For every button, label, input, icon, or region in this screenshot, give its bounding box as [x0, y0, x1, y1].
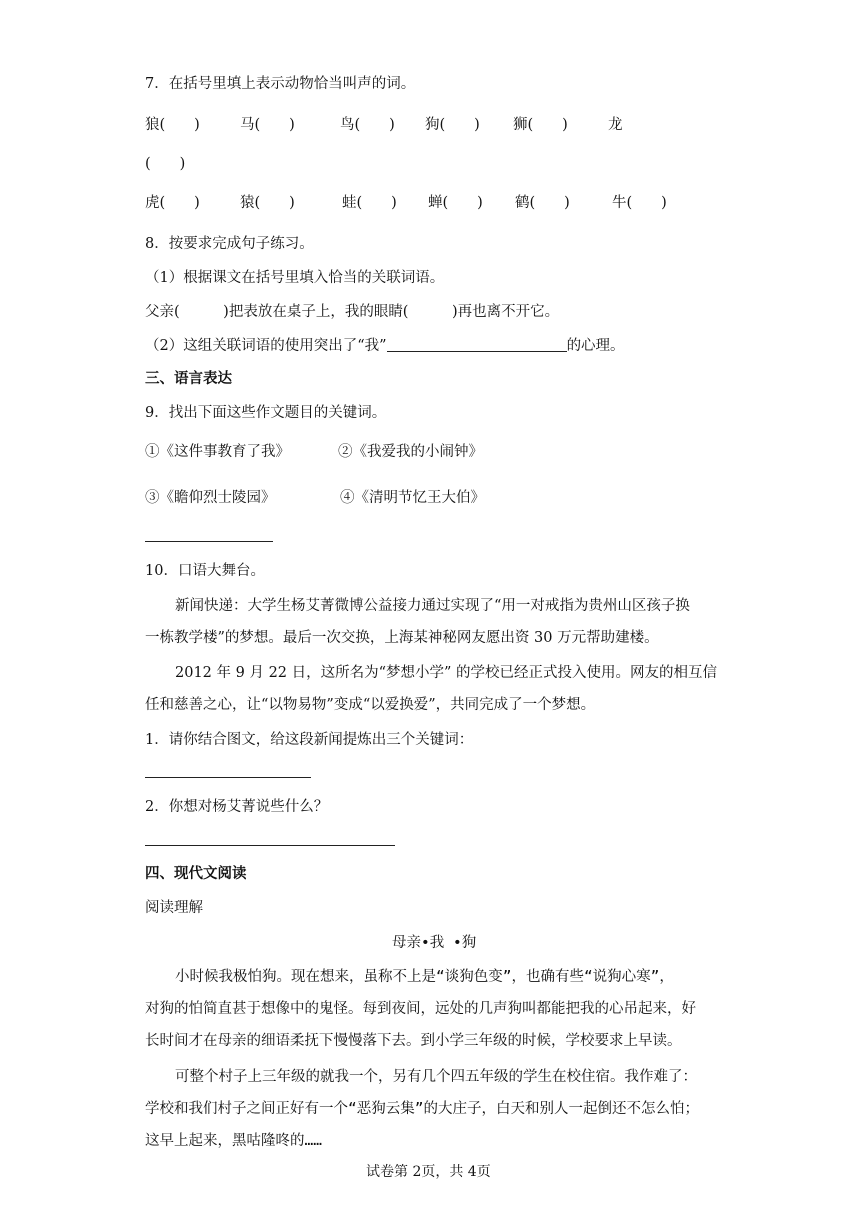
- q8-sub2-prefix: （2）这组关联词语的使用突出了“我”: [145, 338, 387, 354]
- passage-line: 这早上起来，黑咕隆咚的……: [145, 1133, 322, 1149]
- passage-line: 长时间才在母亲的细语柔抚下慢慢落下去。到小学三年级的时候，学校要求上早读。: [145, 1033, 682, 1049]
- q9-item-2: ②《我爱我的小闹钟》: [338, 444, 483, 460]
- q10-para2-line2: 任和慈善之心，让“以物易物”变成“以爱换爱”，共同完成了一个梦想。: [145, 697, 596, 713]
- q7-item-ape: 猿( ): [240, 195, 295, 211]
- q7-item-bird: 鸟( ): [340, 117, 395, 133]
- q9-title: 9．找出下面这些作文题目的关键词。: [145, 405, 387, 421]
- q10-sub1-answer-line[interactable]: [145, 777, 311, 778]
- q9-item-4: ④《清明节忆王大伯》: [340, 490, 485, 506]
- passage-line: 小时候我极怕狗。现在想来，虽称不上是“谈狗色变”，也确有些“说狗心寒”，: [175, 969, 674, 985]
- q7-item-dragon: 龙: [608, 117, 623, 133]
- q8-sub1: （1）根据课文在括号里填入恰当的关联词语。: [145, 270, 445, 286]
- q7-item-ox: 牛( ): [612, 195, 667, 211]
- q8-sub2-suffix: 的心理。: [566, 338, 625, 354]
- q7-item-crane: 鹤( ): [515, 195, 570, 211]
- q10-para1-line1: 新闻快递：大学生杨艾菁微博公益接力通过实现了“用一对戒指为贵州山区孩子换: [175, 598, 690, 614]
- q8-sub2: [145, 334, 625, 355]
- q7-item-dragon-blank: ( ): [145, 156, 186, 172]
- page-footer: 试卷第 2页，共 4页: [366, 1164, 491, 1180]
- q7-title: 7．在括号里填上表示动物恰当叫声的词。: [145, 76, 416, 92]
- q8-title: 8．按要求完成句子练习。: [145, 236, 314, 252]
- q7-item-frog: 蛙( ): [342, 195, 397, 211]
- passage-line: 学校和我们村子之间正好有一个“恶狗云集”的大庄子，白天和别人一起倒还不怎么怕；: [145, 1101, 699, 1117]
- q7-item-wolf: 狼( ): [145, 117, 200, 133]
- q9-item-1: ①《这件事教育了我》: [145, 444, 290, 460]
- passage-title: 母亲•我 •狗: [392, 935, 477, 951]
- section4-title: 四、现代文阅读: [145, 866, 247, 882]
- q9-item-3: ③《瞻仰烈士陵园》: [145, 490, 276, 506]
- passage-line: 对狗的怕简直甚于想像中的鬼怪。每到夜间，远处的几声狗叫都能把我的心吊起来，好: [145, 1001, 696, 1017]
- q8-sentence: 父亲( )把表放在桌子上，我的眼睛( )再也离不开它。: [145, 304, 560, 320]
- q10-sub2: 2．你想对杨艾菁说些什么？: [145, 799, 329, 815]
- q10-para1-line2: 一栋教学楼”的梦想。最后一次交换，上海某神秘网友愿出资 30 万元帮助建楼。: [145, 630, 659, 646]
- q10-sub1: 1．请你结合图文，给这段新闻提炼出三个关键词：: [145, 732, 474, 748]
- q7-item-dog: 狗( ): [425, 117, 480, 133]
- q10-sub2-answer-line[interactable]: [145, 845, 395, 846]
- q7-item-lion: 狮( ): [513, 117, 568, 133]
- q7-item-cicada: 蝉( ): [428, 195, 483, 211]
- section4-subtitle: 阅读理解: [145, 900, 203, 916]
- q7-item-tiger: 虎( ): [145, 195, 200, 211]
- q10-title: 10．口语大舞台。: [145, 563, 265, 579]
- q8-answer-blank[interactable]: [387, 337, 567, 352]
- q7-item-horse: 马( ): [240, 117, 295, 133]
- passage-line: 可整个村子上三年级的就我一个，另有几个四五年级的学生在校住宿。我作难了：: [175, 1069, 697, 1085]
- q10-para2-line1: 2012 年 9 月 22 日，这所名为“梦想小学” 的学校已经正式投入使用。网友的相互信: [175, 665, 718, 681]
- section3-title: 三、语言表达: [145, 371, 232, 387]
- q9-answer-line[interactable]: [145, 541, 273, 542]
